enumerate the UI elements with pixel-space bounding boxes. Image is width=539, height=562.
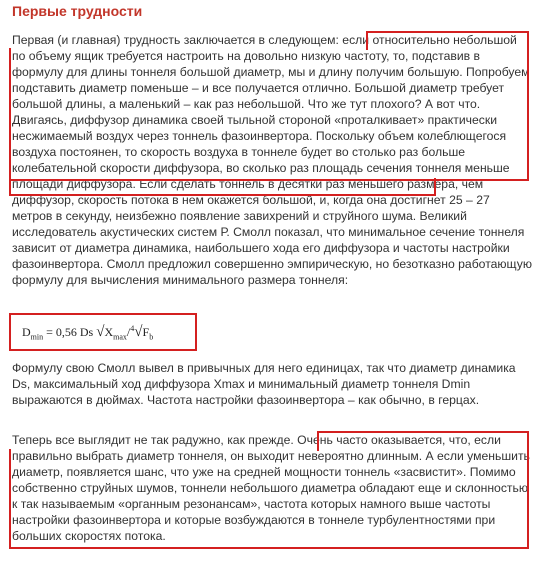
formula-x: X: [104, 325, 114, 339]
formula-eq: = 0,56 Ds: [43, 325, 97, 339]
formula-x-sub: max: [113, 332, 127, 342]
paragraph-1-lead: Первая (и главная) трудность заключается в следующем:: [12, 33, 339, 47]
formula-slash: /: [126, 325, 131, 339]
formula-lhs: D: [22, 325, 31, 339]
radical-icon: √: [96, 324, 105, 340]
paragraph-1-rest: Если сделать тоннель в десятки раз меньшего размера, чем диффузор, скорость потока в нем окажется большой, и, когда она достигнет 25 – 27 метров в секунду, неизбежно появление завихрений и струйного шума. Великий исследователь акустических систем Р. Смолл показал, что минимальное сечение тоннеля зависит от диаметра динамика, наибольшего хода его диффузора и частоты настройки фазоинвертора. Смолл предложил совершенно эмпирическую, но безотказно работающую формулу для вычисления минимального размера тоннеля:: [12, 177, 532, 287]
formula-f: F: [142, 325, 150, 339]
formula-f-sub: b: [149, 332, 154, 342]
paragraph-3-highlight: Очень часто оказывается, что, если правильно выбрать диаметр тоннеля, он выходит невероятно длинным. А если уменьшить диаметр, появляется шанс, что уже на средней мощности тоннель «засвистит». Помимо собственно струйных шумов, тоннели небольшого диаметра обладают еще и склонностью к так называемым «органным резонансам», частота которых намного выше частоты настройки фазоинвертора и которые возбуждаются в тоннеле турбулентностями при больших скоростях потока.: [12, 433, 530, 543]
paragraph-3-lead: Теперь все выглядит не так радужно, как прежде.: [12, 433, 294, 447]
paragraph-2: Формулу свою Смолл вывел в привычных для него единицах, так что диаметр динамика Ds, максимальный ход диффузора Xmax и минимальный диаметр тоннеля Dmin выражаются в дюймах. Частота настройки фазоинвертора – как обычно, в герцах.: [12, 361, 516, 407]
small-formula: [12, 315, 194, 349]
fourth-root-icon: √: [134, 324, 143, 340]
formula-root-index: 4: [130, 324, 135, 333]
formula-lhs-sub: min: [30, 332, 44, 342]
paragraph-1: [12, 32, 532, 288]
paragraph-1-highlight: если относительно небольшой по объему ящик требуется настроить на довольно низкую частоту, то, подставив в формулу для длины тоннеля большой диаметр, мы и длину получим большую. Попробуем подставить диаметр поменьше – и все получается отлично. Большой диаметр требует большой длины, а маленький – как раз небольшой. Что же тут плохого? А вот что. Двигаясь, диффузор динамика своей тыльной стороной «проталкивает» практически несжимаемый воздух через тоннель фазоинвертора. Поскольку объем колеблющегося воздуха постоянен, то скорость воздуха в тоннеле будет во столько раз больше колебательной скорости диффузора, во сколько раз площадь сечения тоннеля меньше площади диффузора.: [12, 33, 530, 191]
paragraph-3: [12, 432, 532, 544]
article-title: Первые трудности: [12, 3, 143, 19]
